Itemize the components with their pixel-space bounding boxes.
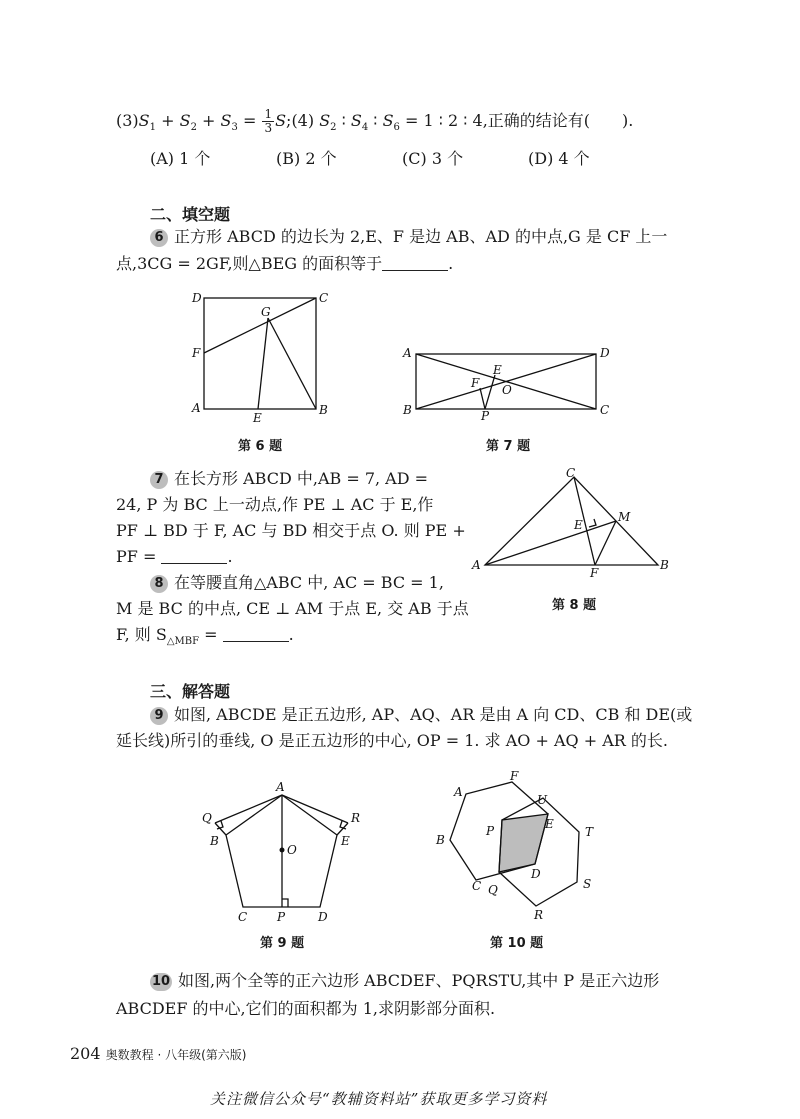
fig10-label-p: P: [486, 824, 495, 838]
fig9-label-b: B: [210, 834, 219, 848]
q8-number-badge: 8: [150, 575, 168, 593]
prev-option-b: (B) 2 个: [276, 149, 337, 168]
fig10-label-s: S: [583, 877, 592, 891]
fig7-label-d: D: [600, 346, 610, 360]
fig6-label-g: G: [261, 305, 271, 319]
fig10-label-q: Q: [488, 883, 498, 897]
fig9-label-r: R: [351, 811, 361, 825]
fig7-label-c: C: [600, 403, 610, 417]
q7-line4: PF = .: [116, 547, 233, 566]
q6-number-badge: 6: [150, 229, 168, 247]
q7-number-badge: 7: [150, 471, 168, 489]
fig9-label-a: A: [276, 780, 285, 794]
fig8-label-a: A: [472, 558, 481, 572]
fig6-label-a: A: [192, 401, 201, 415]
fig10-label-r: R: [534, 908, 544, 922]
page-number: 204: [70, 1044, 101, 1063]
prev-option-c: (C) 3 个: [402, 149, 464, 168]
fig9-label-e: E: [341, 834, 350, 848]
fig9-right-angle-p: [282, 899, 288, 907]
q8-answer-blank: [223, 627, 289, 642]
fig7-label-f: F: [471, 376, 480, 390]
fig9-label-d: D: [318, 910, 328, 922]
q8-line1: 8 在等腰直角△ABC 中, AC = BC = 1,: [150, 570, 444, 596]
fig8-label-b: B: [660, 558, 669, 572]
fig8-label-c: C: [566, 466, 576, 480]
fig8-label-m: M: [618, 510, 631, 524]
q9-line2: 延长线)所引的垂线, O 是正五边形的中心, OP = 1. 求 AO + AQ + AR 的长.: [116, 731, 668, 750]
fig7-label-o: O: [502, 383, 512, 397]
prev-option-d: (D) 4 个: [528, 149, 590, 168]
q8-line3: F, 则 $S_{\triangle MBF}$ = .: [116, 625, 294, 648]
q7-line2: 24, P 为 BC 上一动点,作 PE ⊥ AC 于 E,作: [116, 495, 434, 514]
fig8-label-f: F: [590, 566, 599, 580]
fig10-label-c: C: [472, 879, 482, 893]
caption-fig9: 第 9 题: [260, 936, 305, 951]
fig6-label-e: E: [253, 411, 262, 425]
caption-fig6: 第 6 题: [238, 439, 283, 454]
fig9-label-q: Q: [202, 811, 212, 825]
fraction-one-third: $\frac{1}{3}$: [264, 107, 273, 135]
fig10-label-a: A: [454, 785, 463, 799]
figure-7-rectangle: [398, 343, 613, 423]
fig7-label-p: P: [481, 409, 490, 423]
caption-fig8: 第 8 题: [552, 598, 597, 613]
caption-fig7: 第 7 题: [486, 439, 531, 454]
fig10-label-b: B: [436, 833, 445, 847]
figure-10-hexagons: [430, 768, 605, 923]
fig9-label-c: C: [238, 910, 248, 922]
fig6-label-b: B: [319, 403, 328, 417]
fig9-center-dot: [280, 848, 285, 853]
q10-line1: 10 如图,两个全等的正六边形 ABCDEF、PQRSTU,其中 P 是正六边形: [151, 971, 660, 990]
q6-line1: 6 正方形 ABCD 的边长为 2,E、F 是边 AB、AD 的中点,G 是 CF 上一: [150, 224, 667, 250]
q9-number-badge: 9: [150, 707, 168, 725]
q8-line2: M 是 BC 的中点, CE ⊥ AM 于点 E, 交 AB 于点: [116, 599, 469, 618]
fig9-label-o: O: [287, 843, 297, 857]
figure-6-square: [186, 286, 336, 426]
fig9-label-p: P: [277, 910, 286, 922]
fig6-line-gb: [268, 318, 316, 409]
fig7-label-b: B: [403, 403, 412, 417]
fig7-line-pe: [485, 375, 495, 409]
fig8-line-am: [485, 521, 616, 565]
q10-number-badge: 10: [151, 974, 171, 989]
q6-answer-blank: [382, 256, 448, 271]
page-footer: [70, 1044, 246, 1063]
fig10-label-f: F: [510, 769, 519, 783]
prev-question-line1: $(3)S_1 + S_2 + S_3$ = $\frac{1}{3}$ S;(4) $S_2$ ∶ $S_4$ ∶ $S_6 = 1$ ∶ 2 ∶ 4,正确的结论有( ).: [116, 107, 634, 135]
fig10-label-u: U: [537, 793, 548, 807]
fig10-label-t: T: [585, 825, 594, 839]
fig7-label-a: A: [403, 346, 412, 360]
q7-line1: 7 在长方形 ABCD 中,AB = 7, AD =: [150, 466, 428, 492]
watermark-text: 关注微信公众号“教辅资料站”获取更多学习资料: [210, 1090, 548, 1108]
figure-9-pentagon: [196, 777, 366, 922]
fig8-label-e: E: [574, 518, 583, 532]
q7-line3: PF ⊥ BD 于 F, AC 与 BD 相交于点 O. 则 PE +: [116, 521, 466, 540]
fig6-label-d: D: [192, 291, 202, 305]
caption-fig10: 第 10 题: [490, 936, 544, 951]
fig10-label-e: E: [545, 817, 554, 831]
fig6-line-ge: [258, 318, 268, 409]
figure-8-triangle: [470, 465, 675, 580]
fig7-line-pf: [480, 388, 485, 409]
fig6-label-f: F: [192, 346, 201, 360]
fig8-triangle-abc: [485, 477, 658, 565]
book-title: 奥数教程 · 八年级(第六版): [105, 1048, 247, 1062]
fig7-label-e: E: [493, 363, 502, 377]
q7-answer-blank: [161, 549, 227, 564]
fig10-label-d: D: [531, 867, 541, 881]
q9-line1: 9 如图, ABCDE 是正五边形, AP、AQ、AR 是由 A 向 CD、CB 和 DE(或: [150, 702, 692, 728]
fig6-line-fc: [204, 298, 316, 353]
section-3-title: 三、解答题: [150, 682, 231, 701]
q6-line2: 点,3CG = 2GF,则△BEG 的面积等于 .: [116, 254, 454, 273]
prev-option-a: (A) 1 个: [150, 149, 211, 168]
section-2-title: 二、填空题: [150, 205, 231, 224]
fig6-label-c: C: [319, 291, 329, 305]
fig8-right-angle: [589, 519, 596, 527]
q10-line2: ABCDEF 的中心,它们的面积都为 1,求阴影部分面积.: [116, 999, 496, 1018]
